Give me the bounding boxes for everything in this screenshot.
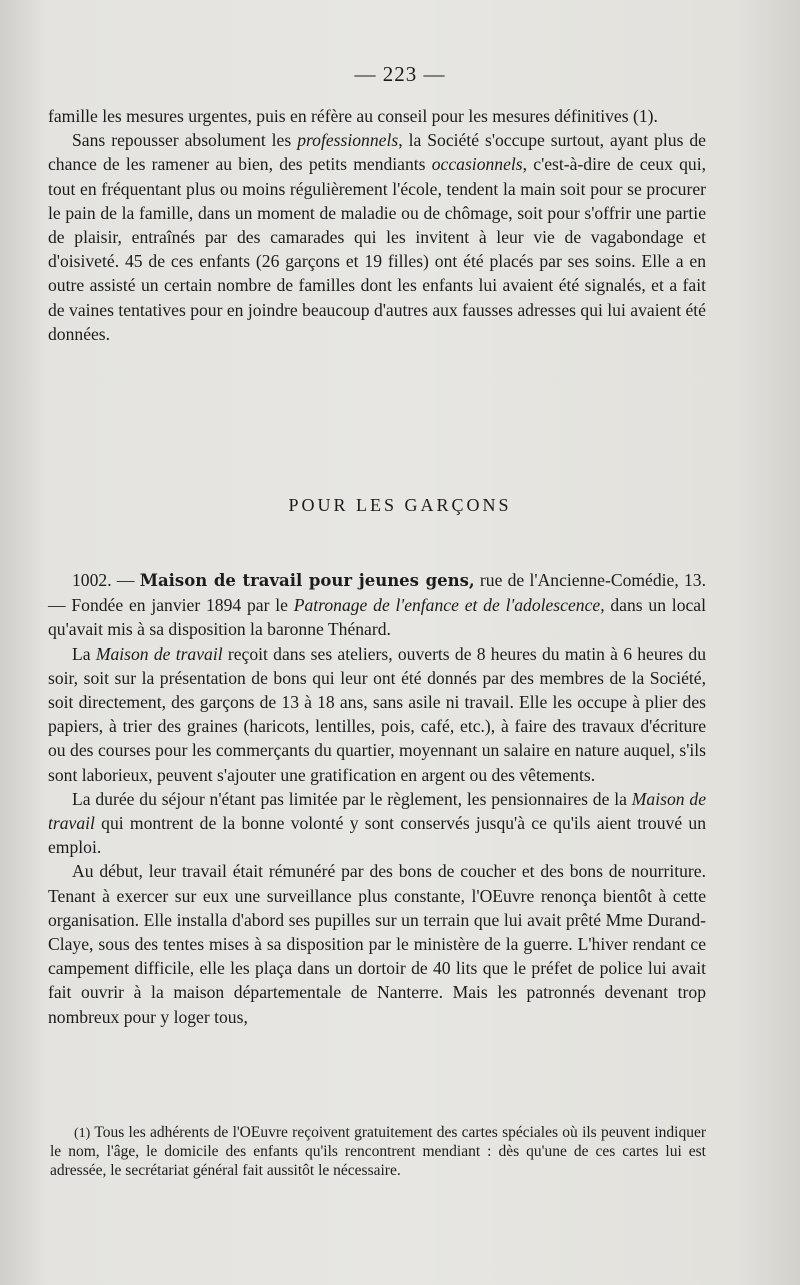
- emphasis-patronage: Patronage de l'enfance et de l'adolescence,: [293, 595, 605, 616]
- entry-title: Maison de travail pour jeunes gens,: [139, 571, 475, 590]
- text-run: La: [72, 643, 96, 664]
- paragraph-continuation: famille les mesures urgentes, puis en réfère au conseil pour les mesures définitives (1).: [48, 106, 658, 126]
- entry-number: 1002. —: [72, 570, 140, 590]
- section-title: POUR LES GARÇONS: [288, 495, 512, 515]
- footnote-text: Tous les adhérents de l'OEuvre reçoivent gratuitement des cartes spéciales où ils peuvent indiquer le nom, l'âge, le domicile des enfants qu'ils rencontrent mendiant : dès qu'une de ces cartes lui est adressée, le secrétariat général fait aussitôt le nécessaire.: [50, 1124, 706, 1179]
- text-block-bottom: [48, 568, 706, 1029]
- text-run: La durée du séjour n'étant pas limitée par le règlement, les pensionnaires de la: [72, 788, 632, 809]
- emphasis-professionnels: professionnels: [297, 130, 399, 151]
- page-number: — 223 —: [354, 62, 446, 86]
- text-run: , la Société s'occupe surtout, ayant plus de chance de les ramener au bien, des petits mendiants: [48, 130, 706, 175]
- entry-1002: [48, 568, 706, 642]
- paragraph-duree: [48, 787, 706, 860]
- text-run: reçoit dans ses ateliers, ouverts de 8 heures du matin à 6 heures du soir, soit sur la présentation de bons qui leur ont été donnés par des membres de la Société, soit directement, des garçons de 13 à 18 ans, sans asile ni travail. Elle les occupe à plier des papiers, à trier des graines (haricots, lentilles, pois, café, etc.), à faire des travaux d'écriture ou des courses pour les commerçants du quartier, moyennant un salaire en nature auquel, s'ils sont laborieux, peuvent s'ajouter une gratification en argent ou des vêtements.: [48, 643, 706, 785]
- emphasis-maison-de-travail: Maison de travail: [95, 643, 223, 664]
- emphasis-maison-de-travail: Maison de travail: [48, 788, 706, 834]
- text-block-top: [48, 104, 706, 346]
- footnote: [50, 1124, 706, 1180]
- text-run: , c'est-à-dire de ceux qui, tout en fréquentant plus ou moins régulièrement l'école, tendent la main soit pour se procurer le pain de la famille, dans un moment de maladie ou de chômage, soit pour s'offrir une partie de plaisir, entraînés par des camarades qui les invitent à leur vie de vagabondage et d'oisiveté. 45 de ces enfants (26 garçons et 19 filles) ont été placés par ses soins. Elle a en outre assisté un certain nombre de familles dont les enfants lui avaient été signalés, et a fait de vaines tentatives pour en joindre beaucoup d'autres aux fausses adresses qui lui avaient été données.: [48, 154, 707, 344]
- text-run: dans un local qu'avait mis à sa disposition la baronne Thénard.: [48, 595, 706, 640]
- paragraph-mendiants: [48, 128, 706, 346]
- text-run: qui montrent de la bonne volonté y sont conservés jusqu'à ce qu'ils aient trouvé un emploi.: [48, 813, 706, 858]
- paragraph-ateliers: [48, 642, 706, 787]
- footnote-mark: (1): [74, 1126, 91, 1141]
- text-run: Sans repousser absolument les: [72, 130, 298, 151]
- emphasis-occasionnels: occasionnels: [431, 154, 523, 175]
- text-run: rue de l'Ancienne-Comédie, 13. — Fondée en janvier 1894 par le: [48, 570, 707, 616]
- paragraph-debut: Au début, leur travail était rémunéré par des bons de coucher et des bons de nourriture. Tenant à exercer sur eux une surveillance plus constante, l'OEuvre renonça bientôt à cette organisation. Elle installa d'abord ses pupilles sur un terrain que lui avait prêté Mme Durand-Claye, sous des tentes mises à sa disposition par le ministère de la guerre. L'hiver rendant ce campement difficile, elle les plaça dans un dortoir de 40 lits que le préfet de police lui avait fait ouvrir à la maison départementale de Nanterre. Mais les patronnés devenant trop nombreux pour y loger tous,: [48, 861, 706, 1027]
